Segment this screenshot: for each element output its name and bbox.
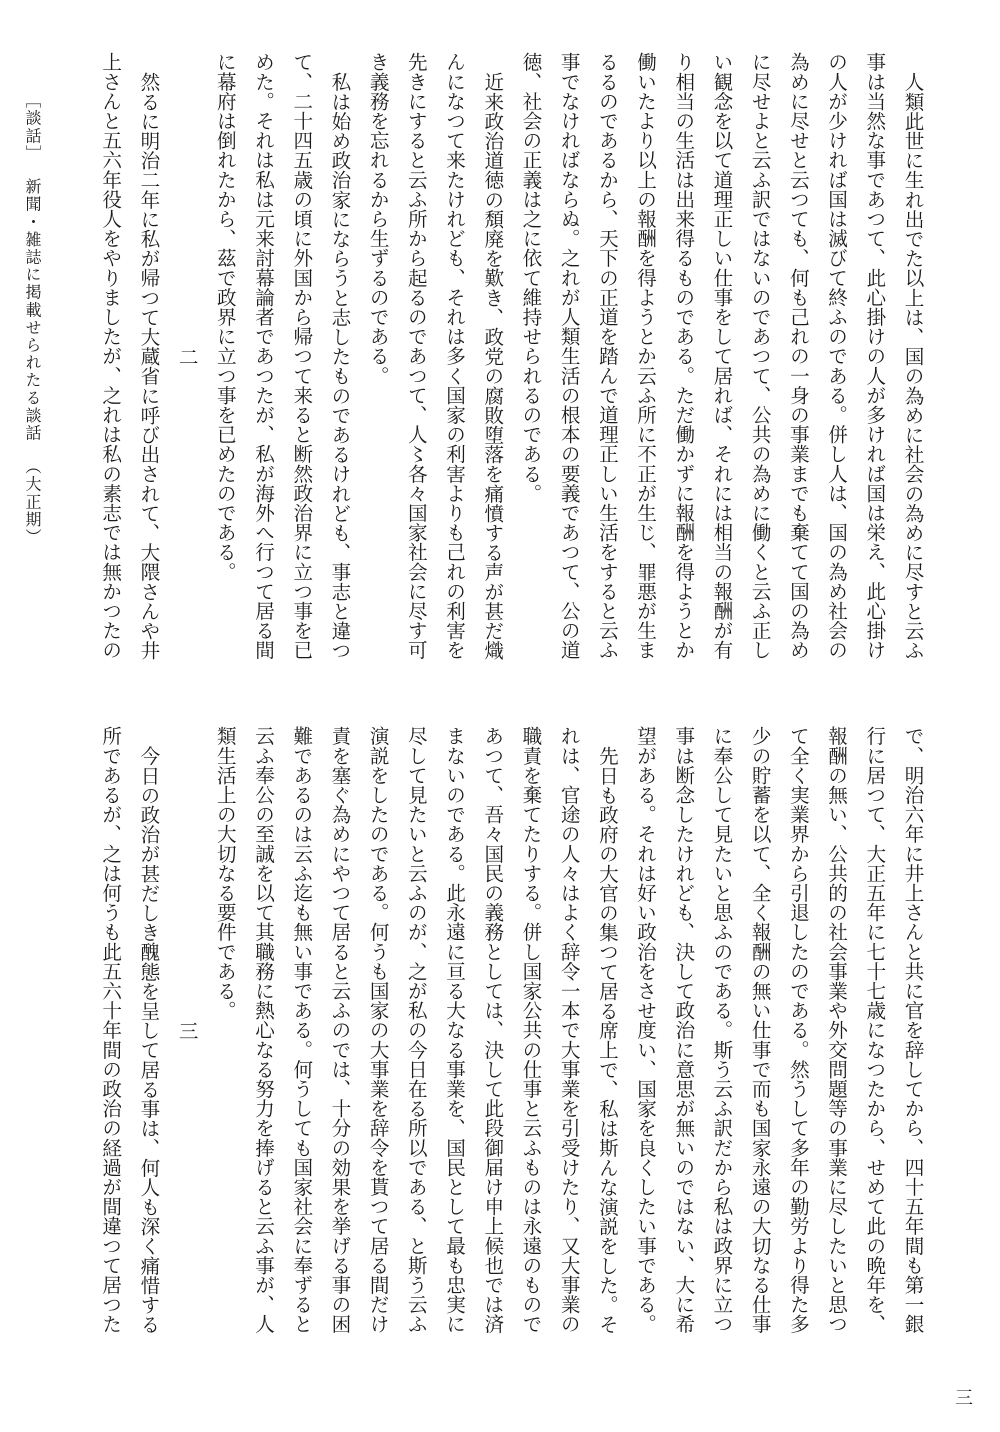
text-column: んになつて来たけれども、それは多く国家の利害よりも己れの利害を	[442, 52, 466, 660]
running-head-title: 新聞・雑誌に掲載せられたる談話	[23, 178, 42, 443]
upper-text-block	[90, 52, 931, 662]
text-column: 職責を棄てたりする。併し国家公共の仕事と云ふものは永遠のもので	[518, 726, 542, 1334]
text-column: き義務を忘れるから生ずるのである。	[366, 52, 390, 386]
text-column: 責を塞ぐ為めにやつて居ると云ふのでは、十分の効果を挙げる事の困	[327, 726, 351, 1334]
text-column: 報酬の無い、公共的の社会事業や外交問題等の事業に尽したいと思つ	[824, 726, 848, 1334]
text-column: の人が少ければ国は滅びて終ふのである。併し人は、国の為め社会の	[824, 52, 848, 660]
text-column: 先日も政府の大官の集つて居る席上で、私は斯んな演説をした。そ	[595, 745, 619, 1334]
running-head-label: ［談話］	[23, 92, 42, 163]
text-column: で、明治六年に井上さんと共に官を辞してから、四十五年間も第一銀	[901, 726, 924, 1334]
text-column: 働いたより以上の報酬を得ようとか云ふ所に不正が生じ、罪悪が生ま	[633, 52, 657, 660]
text-column: て全く実業界から引退したのである。然うして多年の勤労より得た多	[786, 726, 810, 1334]
text-column: 先きにすると云ふ所から起るのであつて、人〻各々国家社会に尽す可	[404, 52, 428, 660]
text-column: まないのである。此永遠に亘る大なる事業を、国民として最も忠実に	[442, 726, 466, 1334]
text-column: 徳、社会の正義は之に依て維持せられるのである。	[518, 52, 542, 503]
text-column: 望がある。それは好い政治をさせ度い、国家を良くしたい事である。	[633, 726, 657, 1334]
text-column: 事でなければならぬ。之れが人類生活の根本の要義であつて、公の道	[557, 52, 581, 660]
text-column: 然るに明治二年に私が帰つて大蔵省に呼び出されて、大隈さんや井	[136, 71, 160, 660]
text-column: れは、官途の人々はよく辞令一本で大事業を引受けたり、又大事業の	[557, 726, 581, 1334]
text-column: 近来政治道徳の頽廃を歎き、政党の腐敗堕落を痛憤する声が甚だ熾	[480, 71, 504, 660]
text-column: めた。それは私は元来討幕論者であつたが、私が海外へ行つて居る間	[251, 52, 275, 660]
text-column: 人類此世に生れ出でた以上は、国の為めに社会の為めに尽すと云ふ	[901, 71, 924, 660]
text-column: に奉公して見たいと思ふのである。斯う云ふ訳だから私は政界に立つ	[709, 726, 733, 1334]
text-column: 私は始め政治家にならうと志したものであるけれども、事志と違つ	[327, 71, 351, 660]
text-column: あつて、吾々国民の義務としては、決して此段御届け申上候也では済	[480, 726, 504, 1334]
text-column: 事は当然な事であつて、此心掛けの人が多ければ国は栄え、此心掛け	[862, 52, 886, 660]
text-column: 行に居つて、大正五年に七十七歳になつたから、せめて此の晩年を、	[862, 726, 886, 1334]
text-column: て、二十四五歳の頃に外国から帰つて来ると断然政治界に立つ事を已	[289, 52, 313, 660]
section-heading: 二	[175, 347, 199, 367]
text-column: 事は断念したけれども、決して政治に意思が無いのではない、大に希	[671, 726, 695, 1334]
text-column: 云ふ奉公の至誠を以て其職務に熱心なる努力を捧げると云ふ事が、人	[251, 726, 275, 1334]
running-head-period: （大正期）	[23, 458, 42, 547]
text-column: 難であるのは云ふ迄も無い事である。何うしても国家社会に奉ずると	[289, 726, 313, 1334]
text-column: 上さんと五六年役人をやりましたが、之れは私の素志では無かつたの	[98, 52, 122, 660]
text-column: 尽して見たいと云ふのが、之が私の今日在る所以である、と斯う云ふ	[404, 726, 428, 1334]
text-column: 少の貯蓄を以て、全く報酬の無い仕事で而も国家永遠の大切なる仕事	[748, 726, 772, 1334]
text-column: に幕府は倒れたから、茲で政界に立つ事を已めたのである。	[213, 52, 237, 582]
lower-text-block	[90, 726, 931, 1336]
text-column: に尽せよと云ふ訳ではないのであつて、公共の為めに働くと云ふ正し	[748, 52, 772, 660]
text-column: 今日の政治が甚だしき醜態を呈して居る事は、何人も深く痛惜する	[136, 745, 160, 1334]
text-column: 為めに尽せと云つても、何も己れの一身の事業までも棄てて国の為め	[786, 52, 810, 660]
text-column: 所であるが、之は何うも此五六十年間の政治の経過が間違つて居つた	[98, 726, 122, 1334]
text-column: 類生活上の大切なる要件である。	[213, 726, 237, 1020]
page-number: 三	[952, 1388, 973, 1406]
text-column: るるのであるから、天下の正道を踏んで道理正しい生活をすると云ふ	[595, 52, 619, 660]
section-heading: 三	[175, 1021, 199, 1041]
running-head	[19, 92, 45, 592]
text-column: い観念を以て道理正しい仕事をして居れば、それには相当の報酬が有	[709, 52, 733, 660]
text-column: り相当の生活は出来得るものである。ただ働かずに報酬を得ようとか	[671, 52, 695, 660]
text-column: 演説をしたのである。何うも国家の大事業を辞令を貰つて居る間だけ	[366, 726, 390, 1334]
